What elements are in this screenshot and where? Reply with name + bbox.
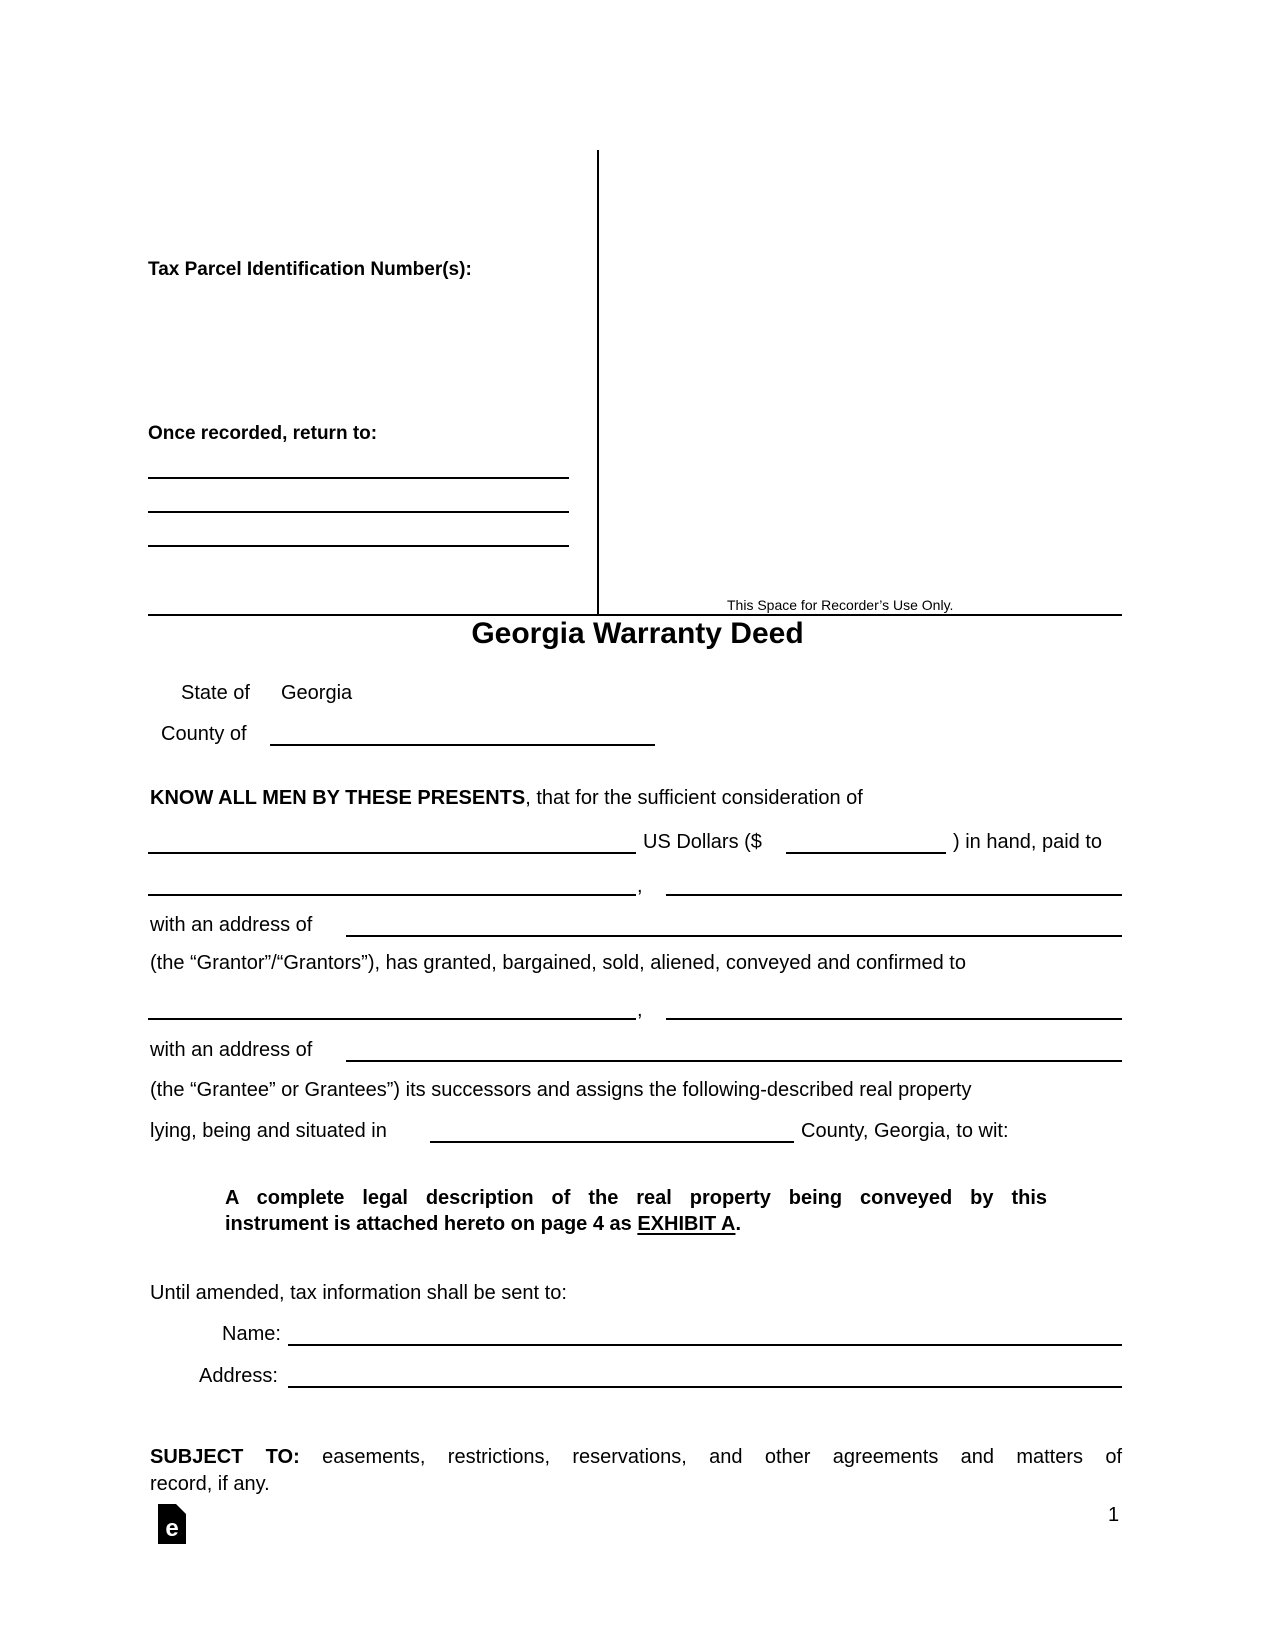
logo-fold (176, 1504, 186, 1514)
return-to-label: Once recorded, return to: (148, 423, 378, 444)
grantor-name-field[interactable] (148, 874, 636, 896)
state-value: Georgia (281, 682, 353, 704)
return-to-line-3[interactable] (148, 545, 569, 547)
grantor-address-field[interactable] (346, 915, 1122, 937)
exhibit-a-link[interactable]: EXHIBIT A (637, 1213, 736, 1235)
subject-to-label: SUBJECT TO: (150, 1446, 300, 1468)
grantee-clause: (the “Grantee” or Grantees”) its successors and assigns the following-described real property (150, 1079, 972, 1101)
grantor-comma: , (637, 875, 643, 897)
recorder-box-divider (597, 150, 599, 616)
property-county-suffix: County, Georgia, to wit: (801, 1120, 1009, 1142)
subject-to-text: easements, restrictions, reservations, and other agreements and matters of (322, 1446, 1123, 1468)
grantor-name-field-2[interactable] (666, 874, 1122, 896)
county-field[interactable] (270, 724, 655, 746)
tax-name-label: Name: (222, 1323, 281, 1345)
legal-description-line-1: A complete legal description of the real property being conveyed by this (225, 1187, 1047, 1209)
legal-description-line-2 (225, 1212, 741, 1236)
grantee-address-field[interactable] (346, 1040, 1122, 1062)
grantee-address-label: with an address of (150, 1039, 313, 1061)
grantee-name-field[interactable] (148, 998, 636, 1020)
tax-address-field[interactable] (288, 1366, 1122, 1388)
grantee-name-field-2[interactable] (666, 998, 1122, 1020)
page-title: Georgia Warranty Deed (471, 617, 804, 650)
return-to-line-2[interactable] (148, 511, 569, 513)
tax-parcel-label: Tax Parcel Identification Number(s): (148, 259, 472, 280)
recorder-use-note: This Space for Recorder’s Use Only. (727, 597, 954, 613)
legal-description-text: instrument is attached hereto on page 4 as (225, 1213, 638, 1235)
grantee-comma: , (637, 999, 643, 1021)
logo-letter: e (165, 1515, 179, 1542)
in-hand-label: ) in hand, paid to (953, 831, 1102, 853)
eforms-logo-icon (158, 1504, 186, 1544)
consideration-amount-field[interactable] (786, 832, 946, 854)
subject-to-line-2: record, if any. (150, 1473, 270, 1495)
property-lying-label: lying, being and situated in (150, 1120, 387, 1142)
grantor-address-label: with an address of (150, 914, 313, 936)
consideration-lead (150, 786, 863, 810)
state-label: State of (181, 682, 250, 704)
return-to-line-1[interactable] (148, 477, 569, 479)
county-label: County of (161, 723, 247, 745)
consideration-words-field[interactable] (148, 832, 636, 854)
know-all-men-heading: KNOW ALL MEN BY THESE PRESENTS (150, 787, 526, 809)
grantor-clause: (the “Grantor”/“Grantors”), has granted, bargained, sold, aliened, conveyed and confirmed to (150, 952, 966, 974)
page-number: 1 (1108, 1504, 1120, 1526)
recorder-box-bottom-rule (148, 614, 1122, 616)
consideration-lead-text: , that for the sufficient consideration of (525, 787, 863, 809)
us-dollars-label: US Dollars ($ (643, 831, 762, 853)
legal-description-period: . (735, 1213, 742, 1235)
tax-address-label: Address: (199, 1365, 278, 1387)
subject-to-line-1 (150, 1445, 1122, 1469)
tax-name-field[interactable] (288, 1324, 1122, 1346)
tax-info-intro: Until amended, tax information shall be sent to: (150, 1282, 567, 1304)
property-county-field[interactable] (430, 1121, 794, 1143)
